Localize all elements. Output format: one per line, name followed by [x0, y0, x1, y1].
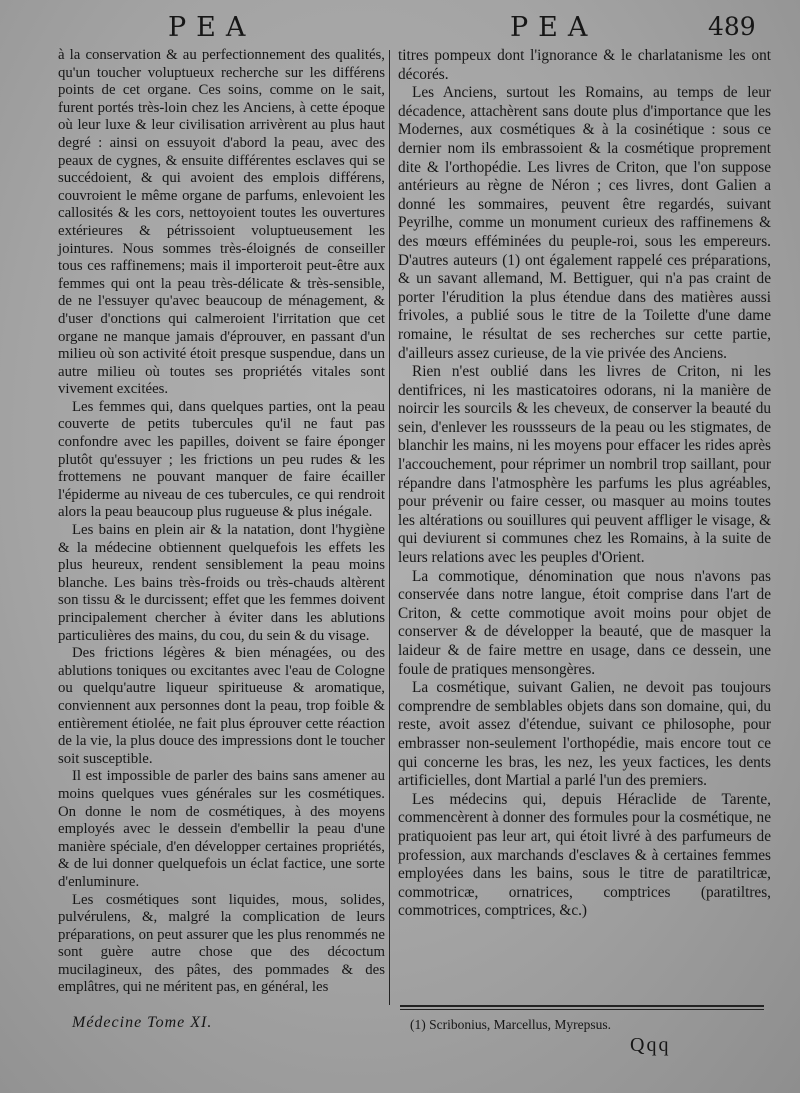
paragraph: La cosmétique, suivant Galien, ne devoit pas toujours comprendre de semblables objets dans son domaine, qui, du reste, avoit assez d'étendue, suivant ce philosophe, pour embrasser non-seulement l'orthopédie, mais encore tout ce qui concerne les bras, les nez, les yeux factices, les dents artificielles, dont Martial a parlé l'un des premiers. — [398, 679, 771, 790]
gathering-signature: Qqq — [630, 1034, 671, 1056]
paragraph: Les médecins qui, depuis Héraclide de Tarente, commencèrent à donner des formules pour la cosmétique, ne pratiquoient pas leur art, qui étoit livré à des parfumeurs de profession, aux marchands d'esclaves & à certaines femmes employées dans les bains, sous le titre de paratiltricæ, commotricæ, ornatrices, comptrices (paratiltres, commotrices, comptrices, &c.) — [398, 790, 771, 920]
paragraph: titres pompeux dont l'ignorance & le charlatanisme les ont décorés. — [398, 47, 771, 83]
header-left-word: PEA — [168, 12, 256, 43]
column-divider — [389, 50, 390, 1005]
paragraph: Il est impossible de parler des bains sans amener au moins quelques vues générales sur les cosmétiques. On donne le nom de cosmétiques, à des moyens employés avec le dessein d'embellir la peau d'une manière spéciale, d'en développer certaines propriétés, & de lui donner quelquefois un éclat factice, une sorte d'enluminure. — [58, 768, 385, 890]
paragraph: à la conservation & au perfectionnement des qualités, qu'un toucher voluptueux recherche sur les différens points de cet organe. Ces soins, comme on le sait, furent portés très-loin chez les Anciens, à cette époque où leur luxe & leur civilisation arrivèrent au plus haut degré : ainsi on essuyoit d'abord la peau, avec des peaux de cygnes, & ensuite différentes esclaves qui se succédoient, & qui avoient des emplois différens, couvroient le même organe de parfums, enlevoient les callosités & les cors, nettoyoient toutes les ouvertures extérieures & pétrissoient voluptueusement les jointures. Nous sommes très-éloignés de conseiller tous ces raffinemens; mais il importeroit peut-être aux femmes qui ont la peau très-délicate & très-sensible, de ne l'essuyer qu'avec beaucoup de ménagement, & d'user d'onctions qui calmeroient l'irritation que cet organe ne manque jamais d'éprouver, en passant d'un milieu où son activité étoit presque suspendue, dans un autre milieu où toutes ses propriétés vitales sont vivement excitées. — [58, 47, 385, 398]
paragraph: Des frictions légères & bien ménagées, ou des ablutions toniques ou excitantes avec l'eau de Cologne ou quelqu'autre liqueur spiritueuse & aromatique, conviennent aux personnes dont la peau, trop foible & entièrement étiolée, ne fait plus éprouver cette réaction de la vie, la plus douce des impressions dont le toucher soit susceptible. — [58, 645, 385, 767]
footnote: (1) Scribonius, Marcellus, Myrepsus. — [410, 1017, 611, 1032]
header-right-word: PEA — [510, 12, 598, 43]
footnote-rule-thin — [400, 1009, 764, 1010]
right-column — [398, 47, 771, 921]
paragraph: Les cosmétiques sont liquides, mous, solides, pulvérulens, &, malgré la complication de leurs préparations, on peut assurer que les plus renommés ne sont guère autre chose que des décoctum mucilagineux, des pâtes, des pommades & des emplâtres, qui ne méritent pas, en général, les — [58, 891, 385, 996]
paragraph: La commotique, dénomination que nous n'avons pas conservée dans notre langue, étoit comprise dans l'art de Criton, & cette commotique avoit moins pour objet de conserver & de développer la beauté, que de masquer la laideur & de faire mettre en usage, dans ce dessein, une foule de pratiques mensongères. — [398, 567, 771, 678]
running-header — [0, 12, 800, 42]
paragraph: Rien n'est oublié dans les livres de Criton, ni les dentifrices, ni les masticatoires odorans, ni la manière de noircir les sourcils & les cheveux, de conserver la beauté du sein, d'enlever les roussseurs de la peau ou les stigmates, de blanchir les mains, ni les moyens pour effacer les rides après l'accouchement, pour réprimer un nombril trop saillant, pour répandre dans l'atmosphère les parfums les plus agréables, pour prévenir ou faire cesser, ou masquer au moins toutes les altérations ou souillures qui peuvent affliger le visage, & qui deviurent si communes chez les Romains, à la suite de leurs relations avec les peuples d'Orient. — [398, 363, 771, 567]
paragraph: Les bains en plein air & la natation, dont l'hygiène & la médecine obtiennent quelquefois les effets les plus heureux, rendent sensiblement la peau moins blanche. Les bains très-froids ou très-chauds altèrent son tissu & le durcissent; effet que les femmes doivent principalement chercher à éviter dans les ablutions particulières des mains, du cou, du sein & du visage. — [58, 522, 385, 644]
volume-signature: Médecine Tome XI. — [72, 1014, 213, 1031]
left-column — [58, 47, 385, 997]
page-number: 489 — [708, 12, 756, 41]
paragraph: Les Anciens, surtout les Romains, au temps de leur décadence, attachèrent sans doute plus d'importance que les Modernes, aux cosmétiques & à la cosinétique : sous ce dernier nom ils embrassoient & la cosmétique proprement dite & l'orthopédie. Les livres de Criton, que l'on suppose antérieurs au règne de Néron ; ces livres, dont Galien a donné les sommaires, peuvent être regardés, suivant Peyrilhe, comme un monument curieux des raffinemens & des mœurs efféminées du peuple-roi, sous les empereurs. D'autres auteurs (1) ont également rappelé ces préparations, & un savant allemand, M. Bettiguer, qui n'a pas craint de porter l'érudition la plus étendue dans des matières aussi frivoles, a publié sous le titre de la Toilette d'une dame romaine, le résultat de ses recherches sur cette partie, d'ailleurs assez curieuse, de la vie privée des Anciens. — [398, 84, 771, 362]
footnote-rule — [400, 1005, 764, 1007]
paragraph: Les femmes qui, dans quelques parties, ont la peau couverte de petits tubercules qu'il ne faut pas confondre avec les papilles, doivent se faire éponger plutôt qu'essuyer ; les frictions un peu rudes & les frottemens ne pouvant manquer de faire écailler l'épiderme au niveau de ces tubercules, ce qui rendroit alors la peau beaucoup plus rugueuse & plus inégale. — [58, 398, 385, 521]
